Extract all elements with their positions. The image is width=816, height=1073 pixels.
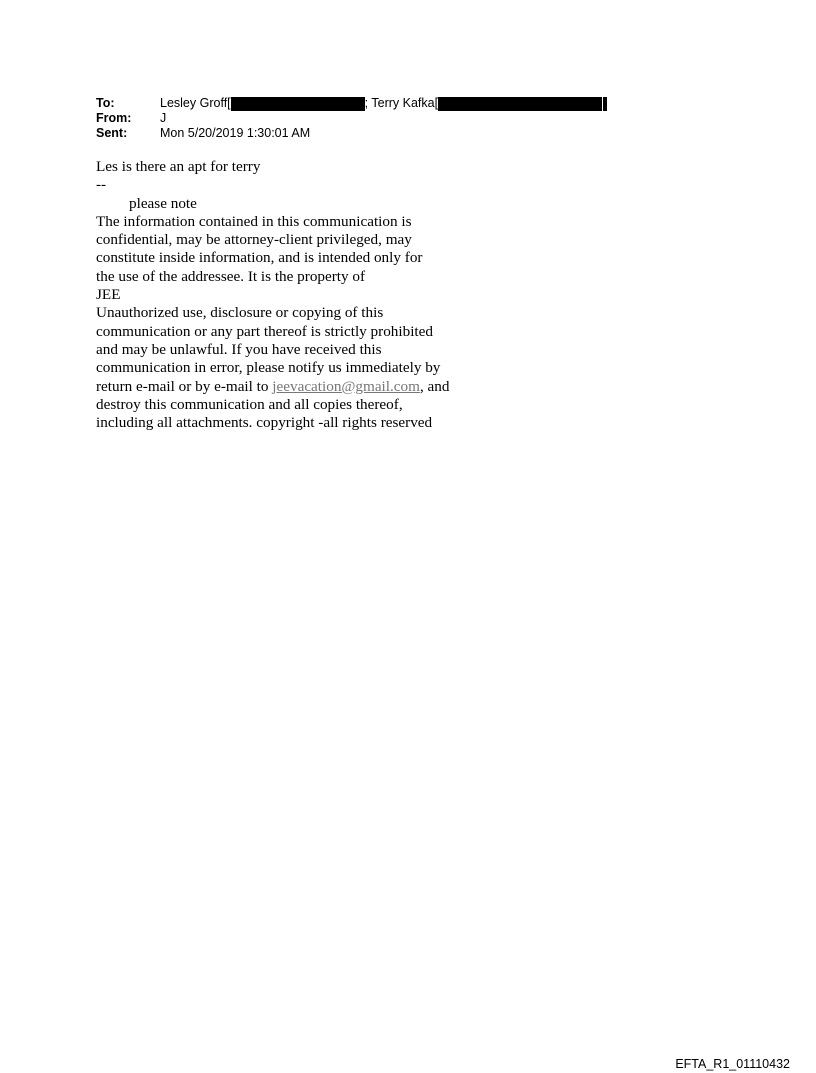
email-prefix-text: return e-mail or by e-mail to (96, 377, 273, 395)
to-row (96, 96, 607, 111)
from-row (96, 111, 607, 126)
document-id: EFTA_R1_01110432 (675, 1057, 790, 1071)
disclaimer-line: JEE (96, 286, 121, 304)
to-label: To: (96, 96, 115, 110)
please-note-text: please note (129, 194, 197, 212)
recipient-separator-terry: ; Terry Kafka[ (364, 96, 439, 110)
sent-label: Sent: (96, 126, 128, 140)
recipient-name-lesley: Lesley Groff[ (160, 96, 231, 110)
redaction-box (231, 97, 365, 111)
disclaimer-line: including all attachments. copyright -all rights reserved (96, 414, 433, 432)
disclaimer-line: communication or any part thereof is strictly prohibited (96, 322, 433, 340)
email-suffix-text: , and (419, 377, 450, 395)
sent-value: Mon 5/20/2019 1:30:01 AM (160, 126, 311, 140)
redaction-box (603, 97, 607, 111)
email-body (96, 158, 476, 432)
disclaimer-line: communication in error, please notify us immediately by (96, 359, 441, 377)
disclaimer-email-line (96, 378, 476, 396)
signature-dash: -- (96, 176, 107, 194)
disclaimer-line: and may be unlawful. If you have received this (96, 340, 382, 358)
from-label: From: (96, 111, 132, 125)
email-link[interactable]: jeevacation@gmail.com (272, 377, 420, 395)
disclaimer-line: Unauthorized use, disclosure or copying of this (96, 304, 384, 322)
email-header (96, 96, 607, 141)
from-value: J (160, 111, 167, 125)
sent-row (96, 126, 607, 141)
disclaimer-line: The information contained in this communication is (96, 212, 412, 230)
disclaimer-line: destroy this communication and all copies thereof, (96, 395, 403, 413)
disclaimer-line: confidential, may be attorney-client privileged, may (96, 231, 412, 249)
to-value (160, 96, 607, 111)
disclaimer-line: the use of the addressee. It is the property of (96, 267, 366, 285)
redaction-box (438, 97, 602, 111)
disclaimer-line: constitute inside information, and is intended only for (96, 249, 423, 267)
message-text: Les is there an apt for terry (96, 158, 261, 175)
